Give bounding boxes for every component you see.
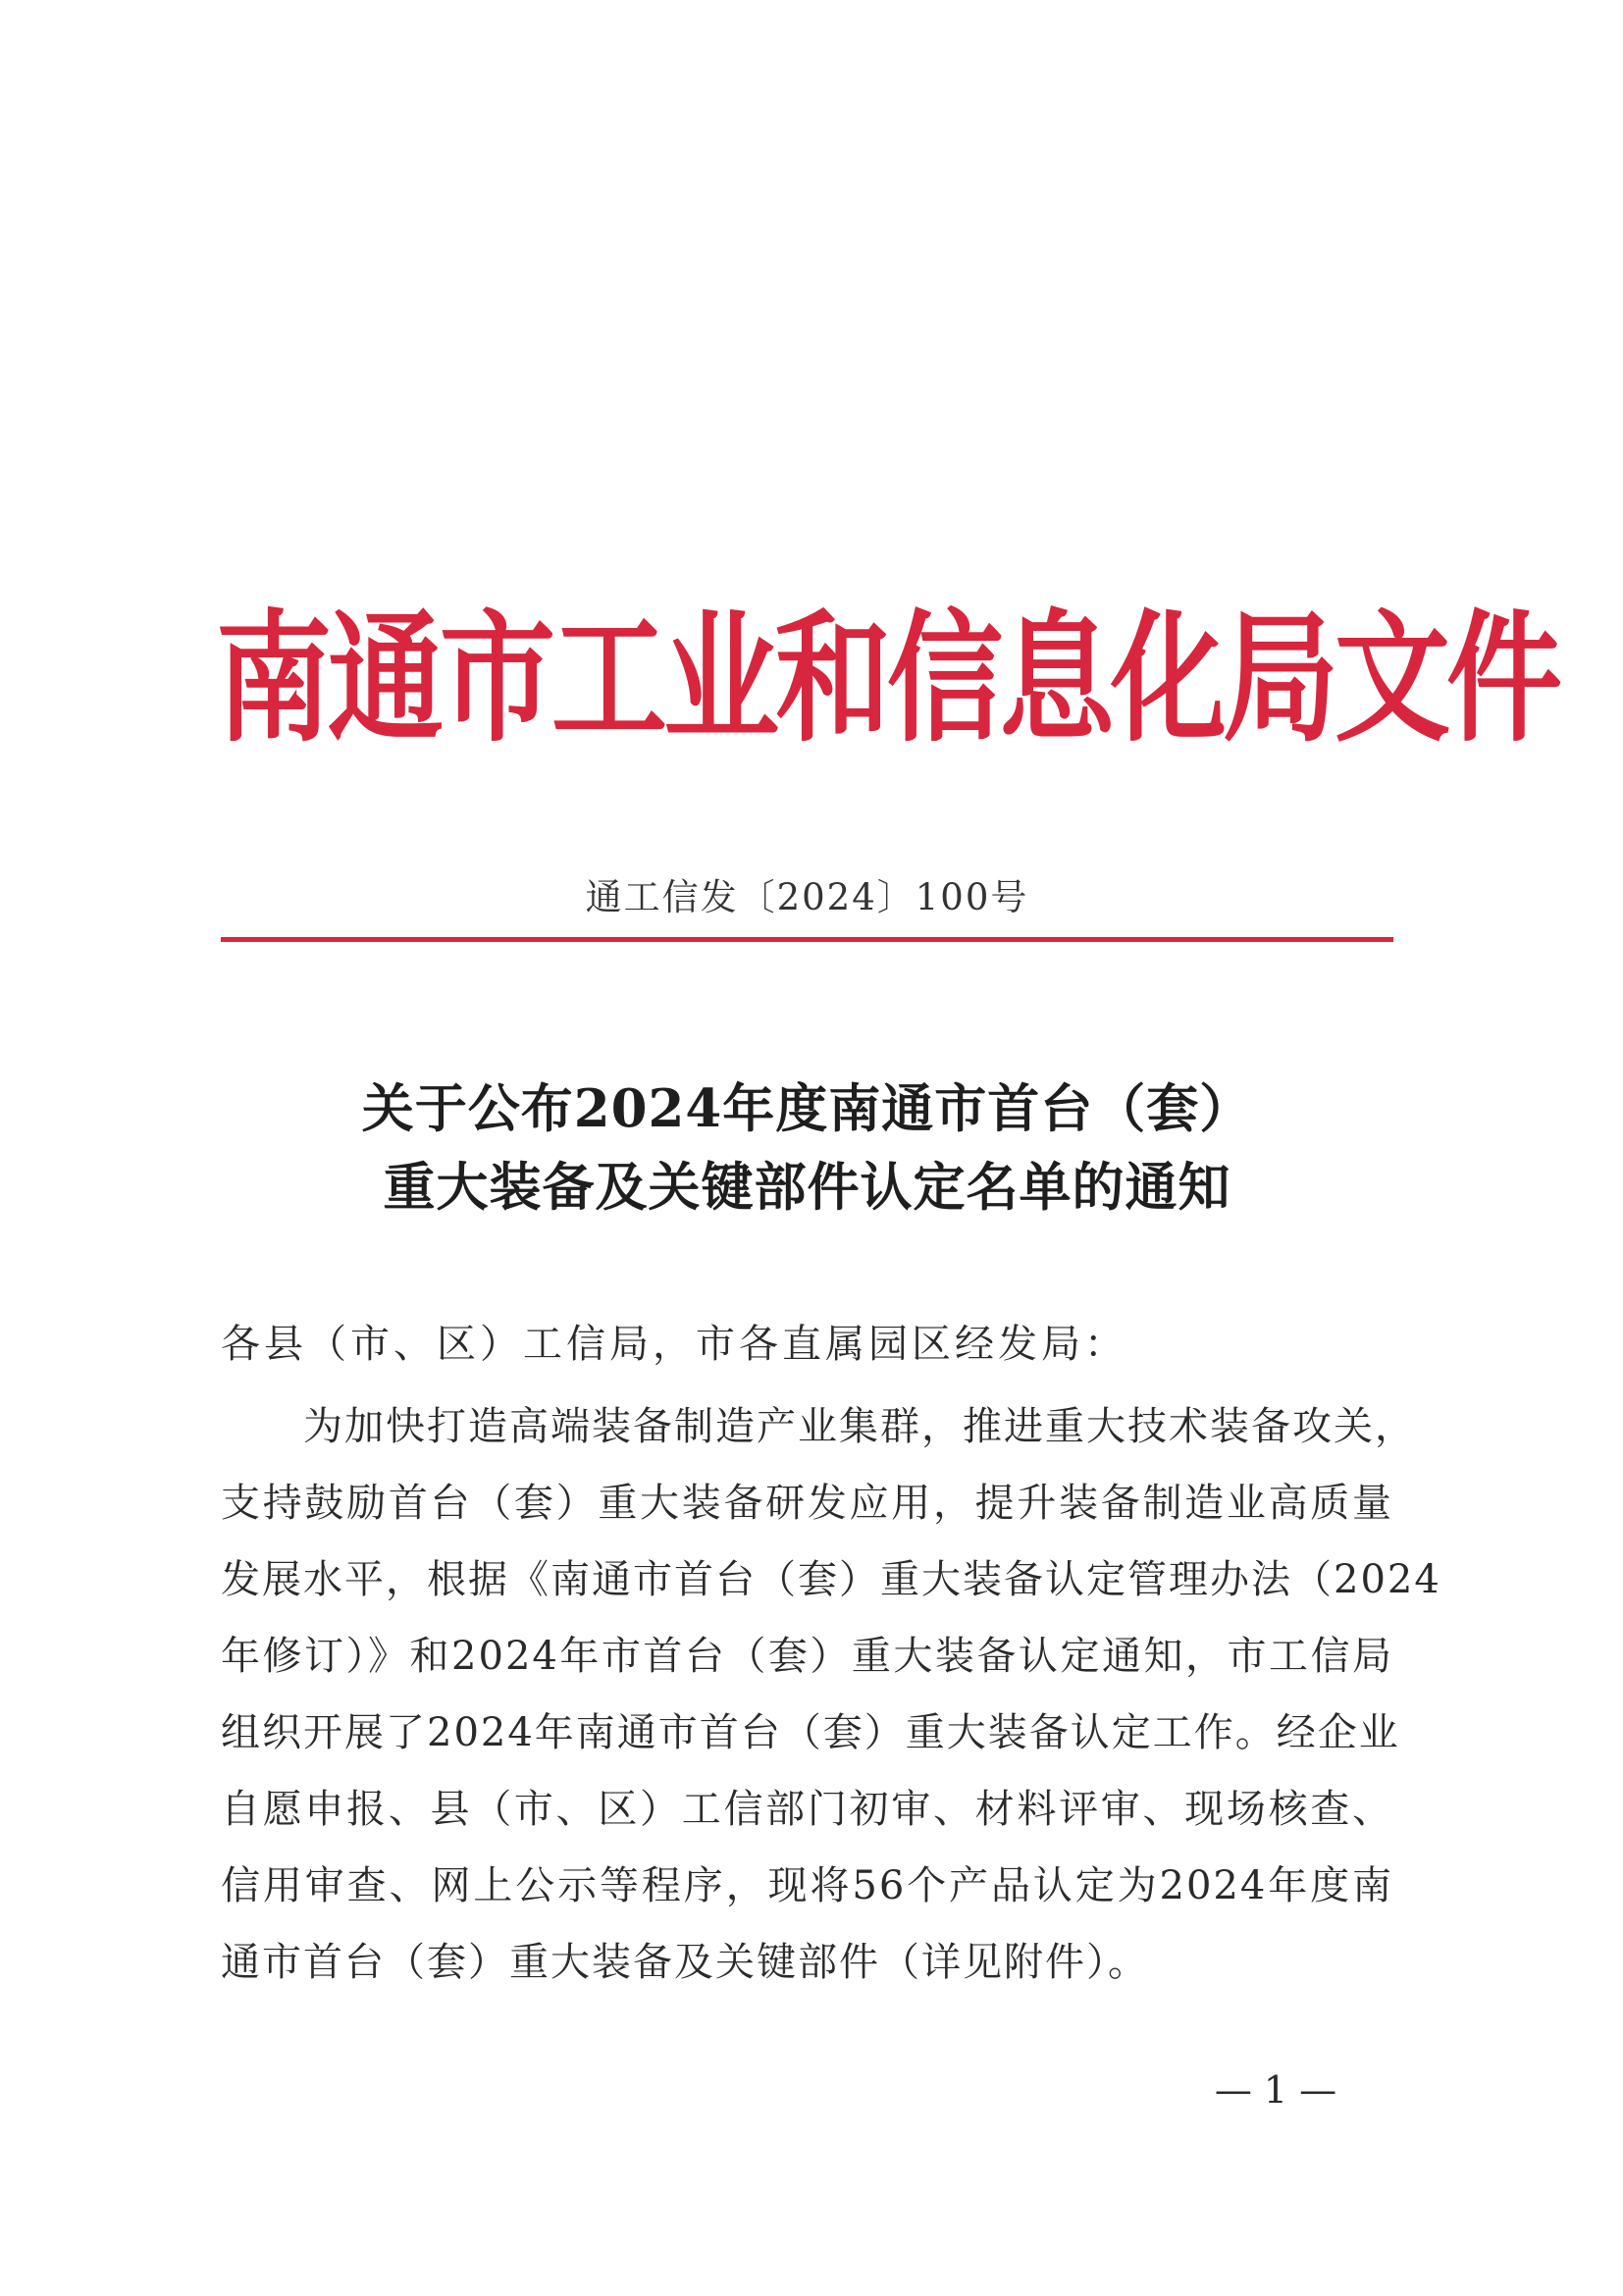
salutation: 各县（市、区）工信局，市各直属园区经发局： (221, 1322, 1127, 1367)
body-line: 年修订）》和2024年市首台（套）重大装备认定通知，市工信局 (221, 1634, 1393, 1679)
notice-title (221, 1070, 1393, 1226)
header-red-divider (221, 937, 1393, 942)
notice-title-line-1: 关于公布2024年度南通市首台（套） (361, 1078, 1253, 1139)
body-line: 发展水平，根据《南通市首台（套）重大装备认定管理办法（2024 (221, 1557, 1441, 1602)
body-line: 组织开展了2024年南通市首台（套）重大装备认定工作。经企业 (221, 1710, 1400, 1755)
page-number: — 1 — (1214, 2068, 1337, 2112)
notice-title-line-2: 重大装备及关键部件认定名单的通知 (383, 1157, 1231, 1218)
body-line: 信用审查、网上公示等程序，现将56个产品认定为2024年度南 (221, 1863, 1393, 1908)
body-line: 通市首台（套）重大装备及关键部件（详见附件）。 (221, 1940, 1149, 1985)
body-line: 支持鼓励首台（套）重大装备研发应用，提升装备制造业高质量 (221, 1481, 1393, 1526)
body-text (221, 1388, 1441, 2001)
document-number: 通工信发〔2024〕100号 (585, 876, 1029, 918)
body-line: 为加快打造高端装备制造产业集群，推进重大技术装备攻关， (303, 1404, 1416, 1449)
issuer-header-title: 南通市工业和信息化局文件 (216, 596, 1559, 761)
body-line: 自愿申报、县（市、区）工信部门初审、材料评审、现场核查、 (221, 1787, 1393, 1832)
